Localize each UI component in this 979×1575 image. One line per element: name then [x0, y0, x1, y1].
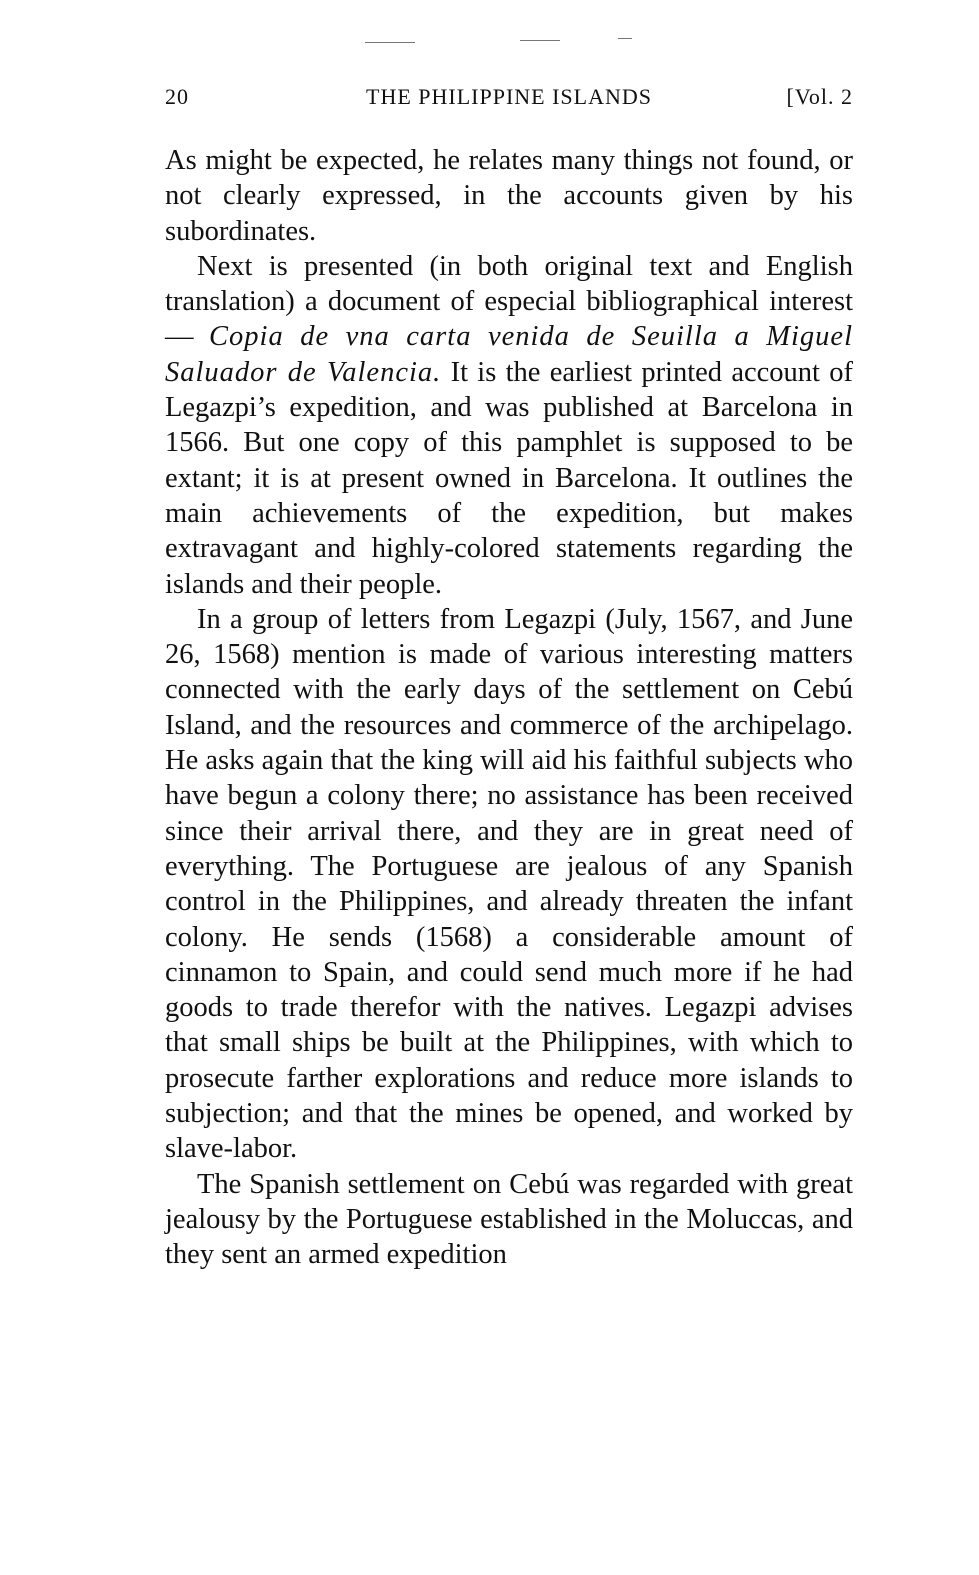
paragraph-text: It is the earliest printed account of Legazpi’s expedition, and was published at Barcelona in 1566. But one copy of this pamphlet is supposed to be extant; it is at present owned in Barcelona. It outlines the main achievements of the expedition, but makes extravagant and highly-colored statements regarding the islands and their people. [165, 356, 854, 600]
body-text [165, 143, 853, 1273]
paragraph-text: The Spanish settlement on Cebú was regarded with great jealousy by the Portuguese established in the Moluccas, and they sent an armed expedition [165, 1168, 853, 1271]
paragraph [165, 1167, 853, 1273]
paragraph [165, 602, 853, 1167]
running-title: THE PHILIPPINE ISLANDS [366, 84, 652, 109]
paragraph [165, 143, 853, 249]
scan-mark [365, 42, 415, 43]
paragraph-text: As might be expected, he relates many things not found, or not clearly expressed, in the accounts given by his subordinates. [165, 145, 853, 247]
volume-label: [Vol. 2 [786, 84, 853, 109]
paragraph-text: In a group of letters from Legazpi (July, 1567, and June 26, 1568) mention is made of various interesting matters connected with the early days of the settlement on Cebú Island, and the resources and commerce of the archipelago. He asks again that the king will aid his faithful subjects who have begun a colony there; no assistance has been received since their arrival there, and they are in great need of everything. The Portuguese are jealous of any Spanish control in the Philippines, and already threaten the infant colony. He sends (1568) a considerable amount of cinnamon to Spain, and could send much more if he had goods to trade therefor with the natives. Legazpi advises that small ships be built at the Philippines, with which to prosecute farther explorations and reduce more islands to subjection; and that the mines be opened, and worked by slave-labor. [165, 603, 853, 1165]
italic-title: Copia de vna carta venida de Seuilla a Miguel Saluador de Valencia. [165, 321, 853, 388]
paragraph-text: Next is presented (in both original text and English translation) a document of especial bibliographical interest — [165, 250, 853, 353]
scan-mark [520, 40, 560, 41]
scan-mark [618, 38, 632, 39]
page-header [165, 84, 853, 118]
page-number: 20 [165, 84, 189, 109]
paragraph [165, 249, 853, 602]
